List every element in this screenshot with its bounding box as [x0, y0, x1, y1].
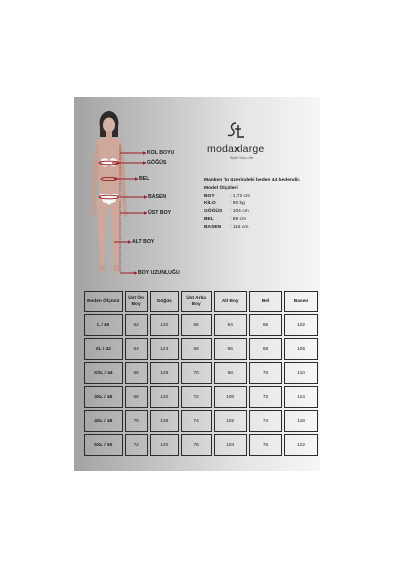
cell-size: XXL / 44	[84, 362, 123, 384]
cell-ust-on-boy: 66	[125, 362, 148, 384]
header-gogus: Göğüs	[150, 291, 179, 312]
brand-tagline: Style Your Life	[230, 156, 254, 160]
cell-gogus: 124	[150, 338, 179, 360]
cell-basen: 122	[284, 434, 318, 456]
table-row	[84, 338, 318, 360]
cell-basen: 110	[284, 362, 318, 384]
cell-gogus: 136	[150, 410, 179, 432]
header-ust-on-boy: Üst Ön Boy	[125, 291, 148, 312]
cell-ust-arka-boy: 74	[181, 410, 212, 432]
cell-alt-boy: 98	[214, 362, 247, 384]
label-kol-boyu: KOL BOYU	[147, 150, 175, 156]
cell-alt-boy: 100	[214, 386, 247, 408]
model-heading: Model Ölçüleri	[204, 185, 238, 191]
cell-ust-arka-boy: 66	[181, 314, 212, 336]
table-row	[84, 314, 318, 336]
header-ust-arka-boy: Üst Arka Boy	[181, 291, 212, 312]
cell-size: XL / 42	[84, 338, 123, 360]
cell-ust-on-boy: 72	[125, 434, 148, 456]
table-row	[84, 362, 318, 384]
header-bel: Bel	[249, 291, 282, 312]
cell-bel: 76	[249, 434, 282, 456]
label-ust-boy: ÜST BOY	[148, 210, 172, 216]
cell-size: L / 40	[84, 314, 123, 336]
size-table	[82, 289, 320, 458]
table-row	[84, 386, 318, 408]
label-gogus: GÖĞÜS	[147, 160, 167, 166]
cell-bel: 70	[249, 362, 282, 384]
cell-bel: 74	[249, 410, 282, 432]
cell-alt-boy: 104	[214, 434, 247, 456]
label-boy-uzunlugu: BOY UZUNLUĞU	[138, 270, 180, 276]
cell-ust-on-boy: 68	[125, 386, 148, 408]
model-row-kilo: KİLO : 90 kg	[204, 201, 245, 207]
model-row-gogus: GÖĞÜS : 104 cm	[204, 209, 249, 215]
model-row-bel: BEL : 88 cm	[204, 216, 247, 222]
cell-basen: 102	[284, 314, 318, 336]
cell-gogus: 120	[150, 314, 179, 336]
model-row-basen: BASEN : 115 cm	[204, 224, 249, 230]
model-info	[204, 177, 300, 232]
cell-ust-arka-boy: 72	[181, 386, 212, 408]
model-intro: Manken 'in üzerindeki beden 44 bedendir.	[204, 178, 301, 183]
cell-alt-boy: 96	[214, 338, 247, 360]
cell-basen: 106	[284, 338, 318, 360]
cell-gogus: 132	[150, 386, 179, 408]
brand-name: modaxlarge	[207, 143, 265, 155]
cell-ust-arka-boy: 68	[181, 338, 212, 360]
cell-size: 4XL / 48	[84, 410, 123, 432]
cell-ust-arka-boy: 76	[181, 434, 212, 456]
cell-basen: 114	[284, 386, 318, 408]
cell-alt-boy: 94	[214, 314, 247, 336]
size-chart-card	[74, 97, 320, 471]
cell-gogus: 140	[150, 434, 179, 456]
table-row	[84, 434, 318, 456]
cell-ust-on-boy: 64	[125, 338, 148, 360]
model-figure	[74, 97, 204, 287]
label-basen: BASEN	[148, 194, 167, 200]
label-bel: BEL	[139, 176, 150, 182]
cell-bel: 68	[249, 338, 282, 360]
model-row-boy: BOY : 1,72 cm	[204, 193, 251, 199]
header-beden-olcusu: Beden Ölçüsü	[84, 291, 123, 312]
header-basen: Basen	[284, 291, 318, 312]
cell-ust-arka-boy: 70	[181, 362, 212, 384]
cell-basen: 118	[284, 410, 318, 432]
cell-ust-on-boy: 70	[125, 410, 148, 432]
cell-alt-boy: 102	[214, 410, 247, 432]
table-header-row	[84, 291, 318, 312]
cell-bel: 66	[249, 314, 282, 336]
cell-gogus: 128	[150, 362, 179, 384]
cell-ust-on-boy: 62	[125, 314, 148, 336]
cell-size: 5XL / 50	[84, 434, 123, 456]
table-row	[84, 410, 318, 432]
model-head	[103, 118, 115, 133]
brand-logo-icon	[208, 121, 298, 161]
label-alt-boy: ALT BOY	[132, 239, 155, 245]
cell-bel: 72	[249, 386, 282, 408]
cell-size: 3XL / 46	[84, 386, 123, 408]
header-alt-boy: Alt Boy	[214, 291, 247, 312]
